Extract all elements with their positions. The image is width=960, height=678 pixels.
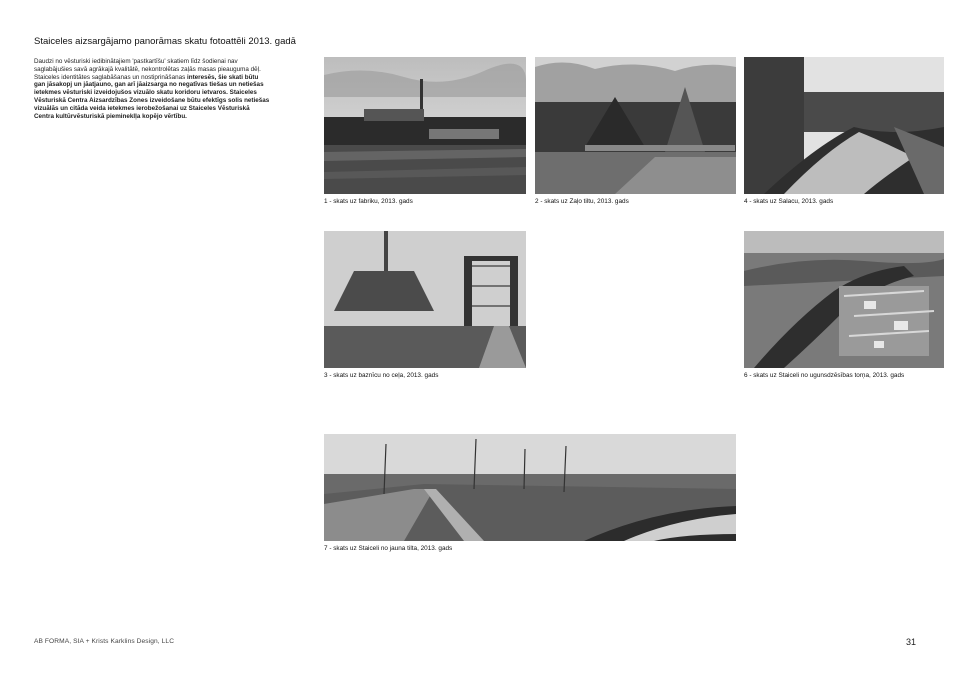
- footer-credits: AB FORMA, SIA + Krists Karklins Design, LLC: [34, 638, 175, 645]
- caption-photo-2: 2 - skats uz Zaļo tiltu, 2013. gads: [535, 198, 629, 205]
- page-title: Staiceles aizsargājamo panorāmas skatu fotoattēli 2013. gadā: [34, 36, 296, 47]
- photo-green-bridge: [535, 57, 736, 194]
- caption-photo-1: 1 - skats uz fabriku, 2013. gads: [324, 198, 413, 205]
- caption-photo-6: 6 - skats uz Staiceli no ugunsdzēsības torņa, 2013. gads: [744, 372, 905, 379]
- photo-salaca: [744, 57, 944, 194]
- intro-paragraph-2: interesēs, šie skati būtu gan jāsakopj un jāatjauno, gan arī jāaizsarga no negatīvas tiešas un netiešas ietekmes vēsturiski izveidojušos vizuālo skatu koridoru ietvaros. Staiceles Vēsturiskā Centra Aizsardzības Zones izveidošane būtu efektīgs solis netiešas vizuālās un citāda veida ietekmes ierobežošanai uz Staiceles Vēsturiskā Centra kultūrvēsturiskā piemineklļa kopējo vērtību.: [34, 73, 270, 120]
- photo-new-bridge: [324, 434, 736, 541]
- photo-factory: [324, 57, 526, 194]
- intro-paragraph-1: Daudzi no vēsturiski iedibinātajiem 'pastkartīšu' skatiem līdz šodienai nav saglabājušies savā agrākajā kvalitātē, nekontrolētas zaļās masas pieauguma dēļ. Staiceles identitātes saglabāšanas un nostiprināšanas: [34, 58, 261, 81]
- intro-text: [34, 58, 270, 120]
- caption-photo-4: 4 - skats uz Salacu, 2013. gads: [744, 198, 834, 205]
- caption-photo-3: 3 - skats uz baznīcu no ceļa, 2013. gads: [324, 372, 439, 379]
- photo-church: [324, 231, 526, 368]
- page-number: 31: [906, 637, 917, 647]
- caption-photo-7: 7 - skats uz Staiceli no jauna tilta, 2013. gads: [324, 545, 453, 552]
- photo-aerial: [744, 231, 944, 368]
